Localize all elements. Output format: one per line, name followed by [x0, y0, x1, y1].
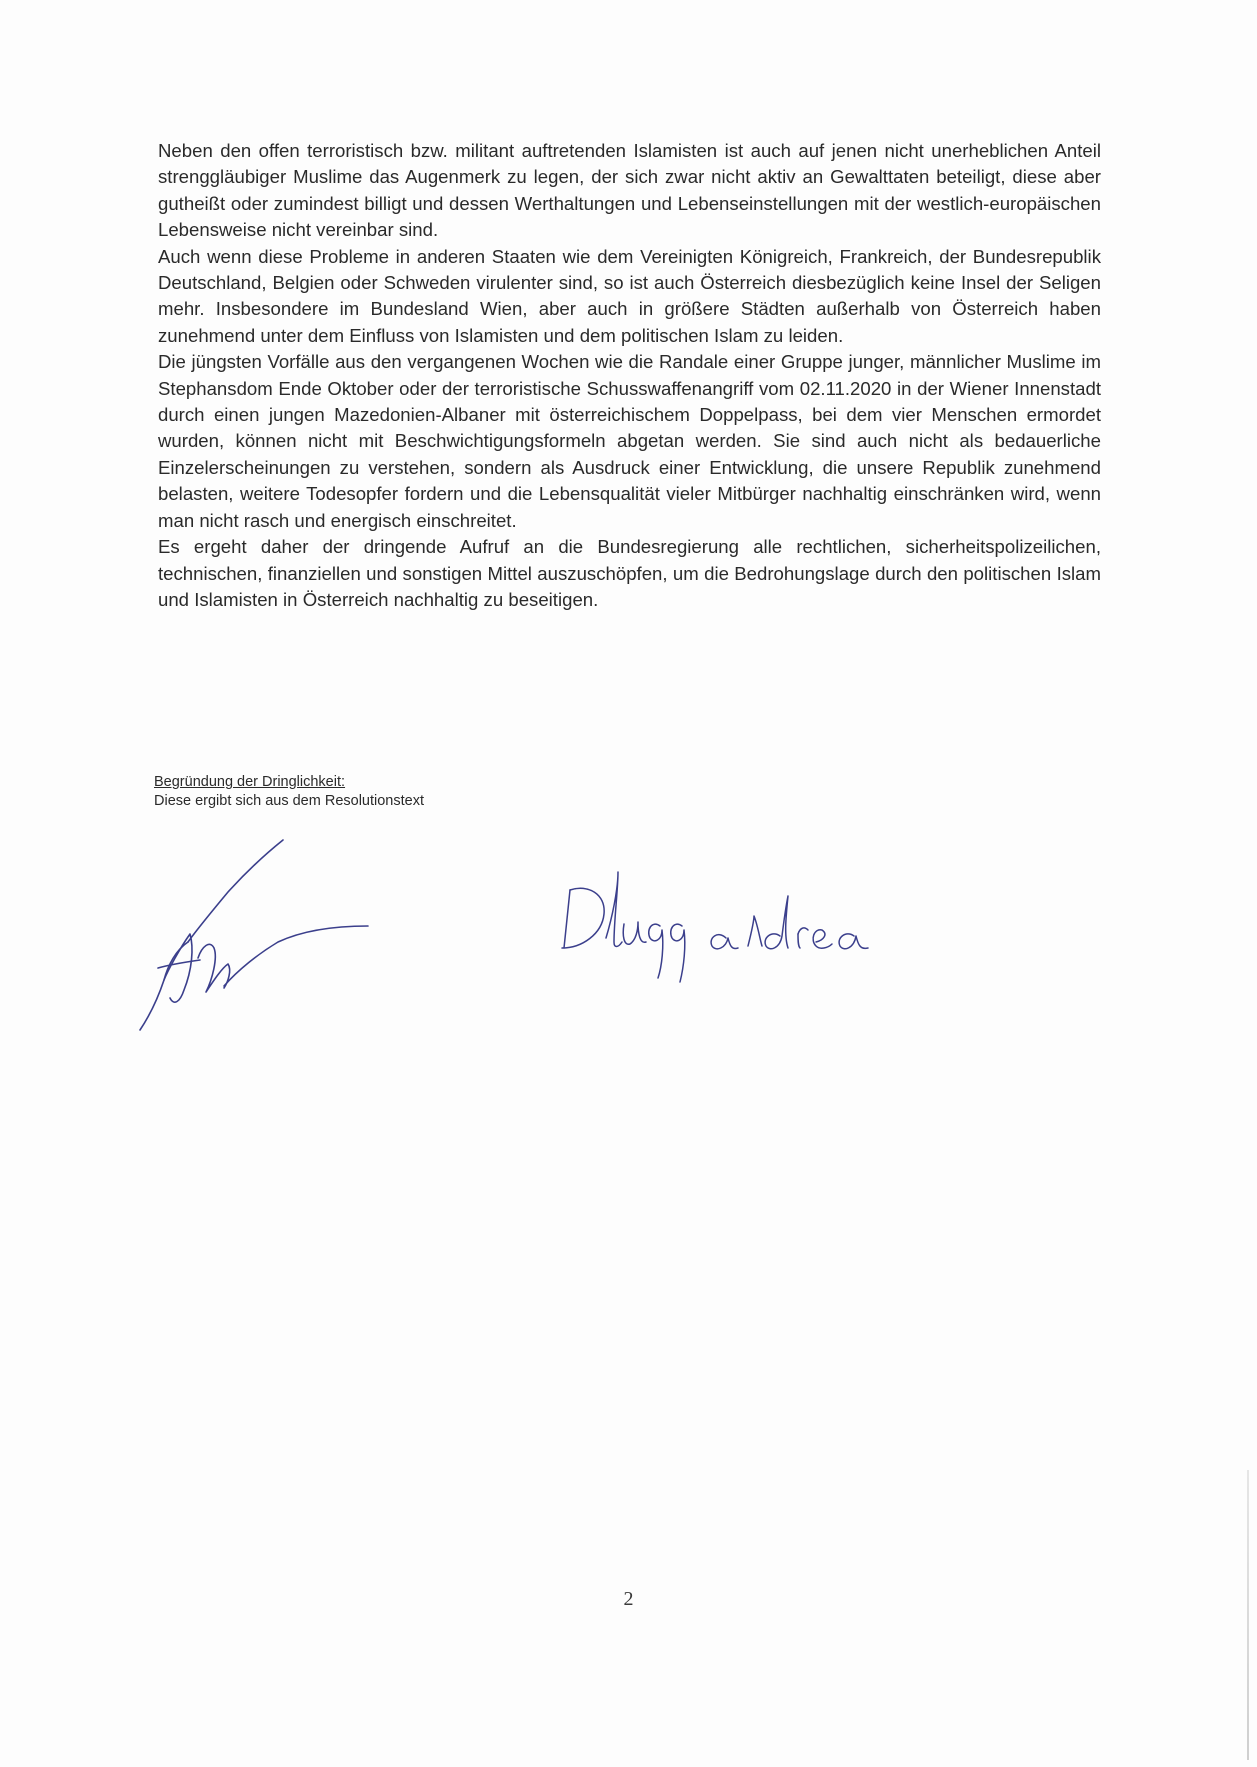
signature-left	[128, 830, 428, 1040]
page-number: 2	[623, 1588, 634, 1610]
urgency-section	[154, 773, 424, 811]
urgency-text: Diese ergibt sich aus dem Resolutionstext	[154, 793, 424, 809]
page-edge-shadow	[1247, 1470, 1249, 1760]
paragraph-4: Es ergeht daher der dringende Aufruf an die Bundesregierung alle rechtlichen, sicherheitspolizeilichen, technischen, finanziellen und sonstigen Mittel auszuschöpfen, um die Bedrohungslage durch den politischen Islam und Islamisten in Österreich nachhaltig zu beseitigen.	[158, 536, 1101, 610]
paragraph-3: Die jüngsten Vorfälle aus den vergangenen Wochen wie die Randale einer Gruppe junger, männlicher Muslime im Stephansdom Ende Oktober oder der terroristische Schusswaffenangriff vom 02.11.2020 in der Wiener Innenstadt durch einen jungen Mazedonien-Albaner mit österreichischem Doppelpass, bei dem vier Menschen ermordet wurden, können nicht mit Beschwichtigungsformeln abgetan werden. Sie sind auch nicht als bedauerliche Einzelerscheinungen zu verstehen, sondern als Ausdruck einer Entwicklung, die unsere Republik zunehmend belasten, weitere Todesopfer fordern und die Lebensqualität vieler Mitbürger nachhaltig einschränken wird, wenn man nicht rasch und energisch einschreitet.	[158, 351, 1101, 531]
signature-right-drawing	[548, 850, 898, 990]
signature-right	[548, 850, 898, 990]
paragraph-2: Auch wenn diese Probleme in anderen Staaten wie dem Vereinigten Königreich, Frankreich, der Bundesrepublik Deutschland, Belgien oder Schweden virulenter sind, so ist auch Österreich diesbezüglich keine Insel der Seligen mehr. Insbesondere im Bundesland Wien, aber auch in größere Städten außerhalb von Österreich haben zunehmend unter dem Einfluss von Islamisten und dem politischen Islam zu leiden.	[158, 245, 1101, 346]
urgency-heading: Begründung der Dringlichkeit:	[154, 774, 346, 790]
paragraph-1: Neben den offen terroristisch bzw. militant auftretenden Islamisten ist auch auf jenen nicht unerheblichen Anteil strenggläubiger Muslime das Augenmerk zu legen, der sich zwar nicht aktiv an Gewalttaten beteiligt, diese aber gutheißt oder zumindest billigt und dessen Werthaltungen und Lebenseinstellungen mit der westlich-europäischen Lebensweise nicht vereinbar sind.	[158, 140, 1101, 241]
body-text	[158, 138, 1101, 613]
signature-left-drawing	[128, 830, 428, 1040]
